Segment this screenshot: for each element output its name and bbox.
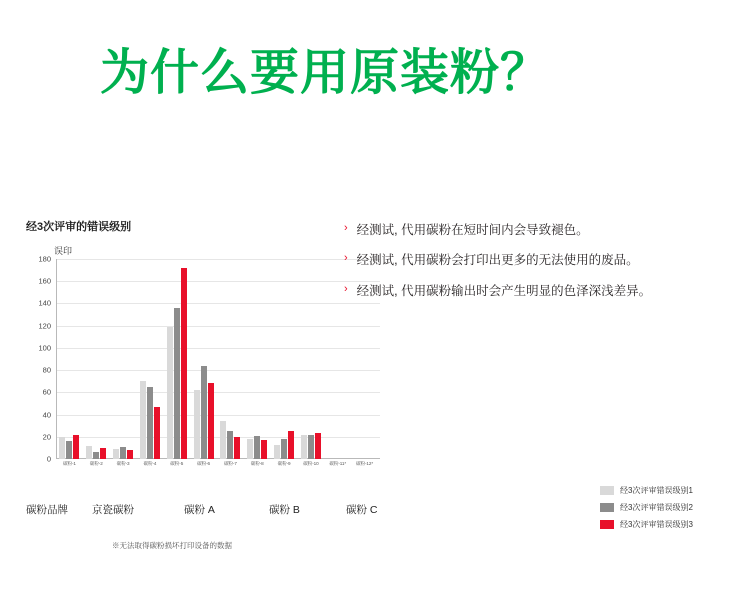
y-tick: 80 [42,365,51,375]
bar [254,436,260,459]
chevron-right-icon: › [344,222,348,234]
legend-item [600,485,693,496]
bar [234,437,240,459]
brand-group-label: 碳粉 B [269,504,300,516]
bar-group [217,259,244,459]
brand-group-labels [26,502,380,522]
plot-area [26,254,380,474]
brand-group-label: 碳粉品牌 [26,504,68,516]
bar [59,437,65,459]
bar [100,448,106,459]
chart-container [20,218,380,551]
legend-label: 经3次评审错误级别2 [620,503,693,512]
bar [220,421,226,459]
x-axis-labels [56,461,378,467]
bar [66,441,72,459]
bar [261,440,267,459]
bar [315,433,321,459]
list-item [344,283,740,299]
y-tick: 180 [38,254,51,264]
chevron-right-icon: › [344,252,348,265]
legend-label: 经3次评审错误级别1 [620,486,693,495]
y-tick: 140 [38,298,51,308]
x-tick-label: 碳粉-5 [170,461,184,466]
x-tick-label: 碳粉-6 [197,461,210,466]
list-item [344,222,740,238]
y-tick: 100 [38,343,51,353]
bar [154,407,160,459]
chart-legend [600,485,693,536]
bar [113,449,119,459]
y-tick: 160 [38,276,51,286]
bar [301,435,307,459]
x-tick-label: 碳粉-10 [303,461,319,466]
list-item-label: 经测试, 代用碳粉会打印出更多的无法使用的废品。 [356,253,639,268]
bullet-list [344,222,740,313]
bar [247,439,253,459]
bar [281,439,287,459]
y-tick: 0 [46,454,51,464]
chevron-right-icon: › [344,282,348,295]
bar-group [110,259,137,459]
list-item [344,252,740,268]
bar [181,268,187,459]
bar [167,327,173,459]
y-tick: 20 [42,432,51,442]
chart-footnote: ※无法取得碳粉损坏打印设备的数据 [112,541,232,550]
bar-group [83,259,110,459]
bar [288,431,294,459]
page-title: 为什么要用原装粉？ [100,46,551,100]
list-item-label: 经测试, 代用碳粉在短时间内会导致褪色。 [356,223,589,237]
bar [86,446,92,459]
bar [208,383,214,459]
bar [127,450,133,459]
bar [201,366,207,459]
x-tick-label: 碳粉-2 [89,461,103,466]
y-tick: 120 [38,321,51,331]
list-item-label: 经测试, 代用碳粉输出时会产生明显的色泽深浅差异。 [356,283,652,298]
y-tick: 40 [42,410,51,419]
bar-group [163,259,190,459]
y-axis-ticks [26,254,54,464]
x-tick-label: 碳粉-8 [250,461,264,466]
bar-group [297,259,324,459]
bar-group [190,259,217,459]
x-tick-label: 碳粉-7 [223,461,237,466]
legend-swatch [600,520,614,529]
legend-item [600,502,693,513]
brand-group-label: 碳粉 C [346,504,378,516]
legend-swatch [600,503,614,512]
bar [194,390,200,459]
y-axis-label: 误印 [54,246,73,256]
bar-group [56,259,83,459]
x-tick-label: 碳粉-11* [329,461,347,466]
chart-title: 经3次评审的错误级别 [26,221,132,233]
bar [93,452,99,459]
bar [308,435,314,459]
bar [174,308,180,459]
x-tick-label: 碳粉-4 [143,461,157,466]
bar [274,445,280,459]
y-tick: 60 [42,387,51,397]
bar [227,431,233,459]
x-tick-label: 碳粉-9 [277,461,291,466]
bar-group [244,259,271,459]
bar-series-group [56,259,378,459]
bar [147,387,153,459]
x-tick-label: 碳粉-3 [116,461,130,466]
x-tick-label: 碳粉-12* [356,461,374,466]
bar [73,435,79,459]
bar-group [136,259,163,459]
brand-group-label: 碳粉 A [184,504,215,516]
brand-group-label: 京瓷碳粉 [92,504,134,516]
bar-group [271,259,298,459]
x-tick-label: 碳粉-1 [62,461,76,466]
legend-item [600,519,693,530]
bar [140,381,146,459]
legend-label: 经3次评审错误级别3 [620,520,693,529]
bar [120,447,126,459]
legend-swatch [600,486,614,495]
